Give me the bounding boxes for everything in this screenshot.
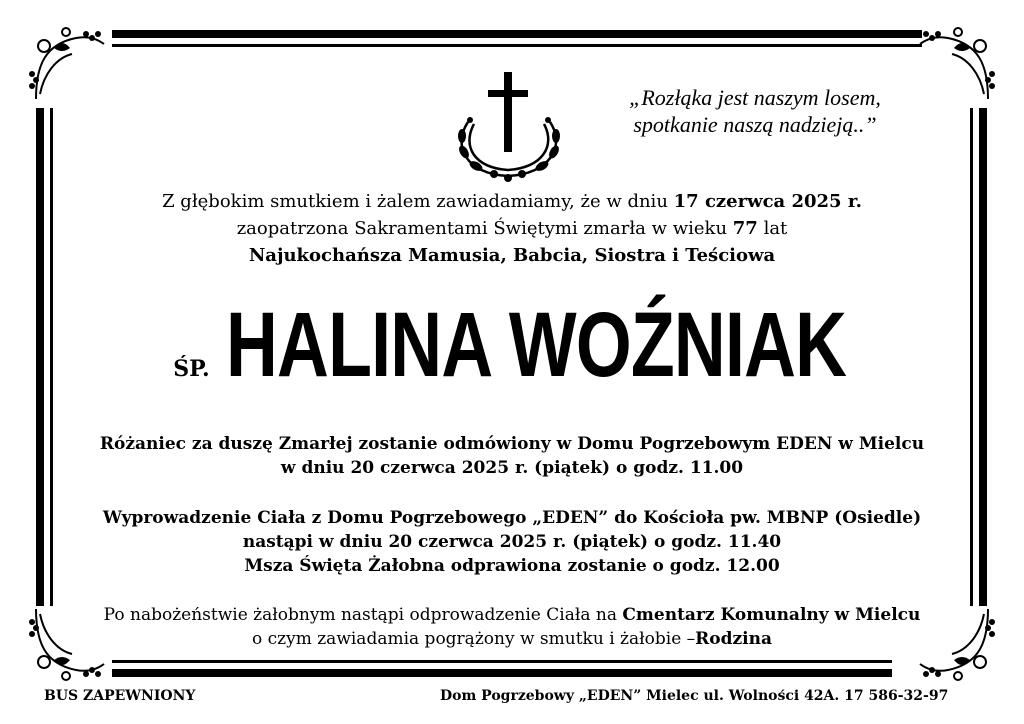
relations: Najukochańsza Mamusia, Babcia, Siostra i Teściowa — [248, 245, 776, 266]
relations-line — [0, 242, 1024, 269]
burial-text: Po nabożeństwie żałobnym nastąpi odprowadzenie Ciała na — [103, 605, 623, 625]
burial-line-2 — [0, 627, 1024, 651]
burial-text: o czym zawiadamia pogrążony w smutku i żałobie – — [251, 629, 696, 649]
corner-ornament-icon — [26, 24, 106, 104]
age: 77 — [732, 218, 758, 239]
corner-ornament-icon — [918, 24, 998, 104]
intro-section — [0, 188, 1024, 269]
burial-line-1 — [0, 603, 1024, 627]
intro-line-1 — [0, 188, 1024, 215]
family: Rodzina — [695, 629, 773, 649]
footer-right: Dom Pogrzebowy „EDEN” Mielec ul. Wolności 42A. 17 586-32-97 — [440, 688, 949, 704]
deceased-name: HALINA WOŹNIAK — [225, 294, 846, 396]
death-date: 17 czerwca 2025 r. — [673, 191, 862, 212]
intro-line-2 — [0, 215, 1024, 242]
burial-section — [0, 603, 1024, 651]
procession-line-3: Msza Święta Żałobna odprawiona zostanie o godz. 12.00 — [244, 556, 780, 576]
border-top-thin — [112, 44, 922, 47]
intro-text: Z głębokim smutkiem i żalem zawiadamiamy, że w dniu — [162, 191, 674, 212]
procession-line-1: Wyprowadzenie Ciała z Domu Pogrzebowego „EDEN” do Kościoła pw. MBNP (Osiedle) — [102, 508, 922, 528]
quote-line-2: spotkanie naszą nadzieją..” — [633, 112, 877, 137]
procession-line-2: nastąpi w dniu 20 czerwca 2025 r. (piątek) o godz. 11.40 — [242, 532, 782, 552]
deceased-name-row — [0, 290, 1024, 400]
intro-text: zaopatrzona Sakramentami Świętymi zmarła w wieku — [236, 218, 733, 239]
rosary-line-1: Różaniec za duszę Zmarłej zostanie odmówiony w Domu Pogrzebowym EDEN w Mielcu — [99, 434, 925, 454]
rosary-line-2: w dniu 20 czerwca 2025 r. (piątek) o godz. 11.00 — [280, 458, 744, 478]
rosary-section — [0, 432, 1024, 480]
cemetery: Cmentarz Komunalny w Mielcu — [622, 605, 921, 625]
cross-icon — [448, 70, 572, 182]
name-prefix: ŚP. — [173, 356, 210, 382]
border-top-thick — [112, 30, 922, 38]
border-bottom-thin — [112, 660, 892, 663]
intro-text: lat — [757, 218, 788, 239]
procession-section — [0, 506, 1024, 578]
quote-line-1: „Rozłąka jest naszym losem, — [629, 85, 881, 110]
border-bottom-thick — [112, 669, 892, 677]
quote — [600, 84, 910, 138]
footer-left: BUS ZAPEWNIONY — [44, 688, 196, 704]
